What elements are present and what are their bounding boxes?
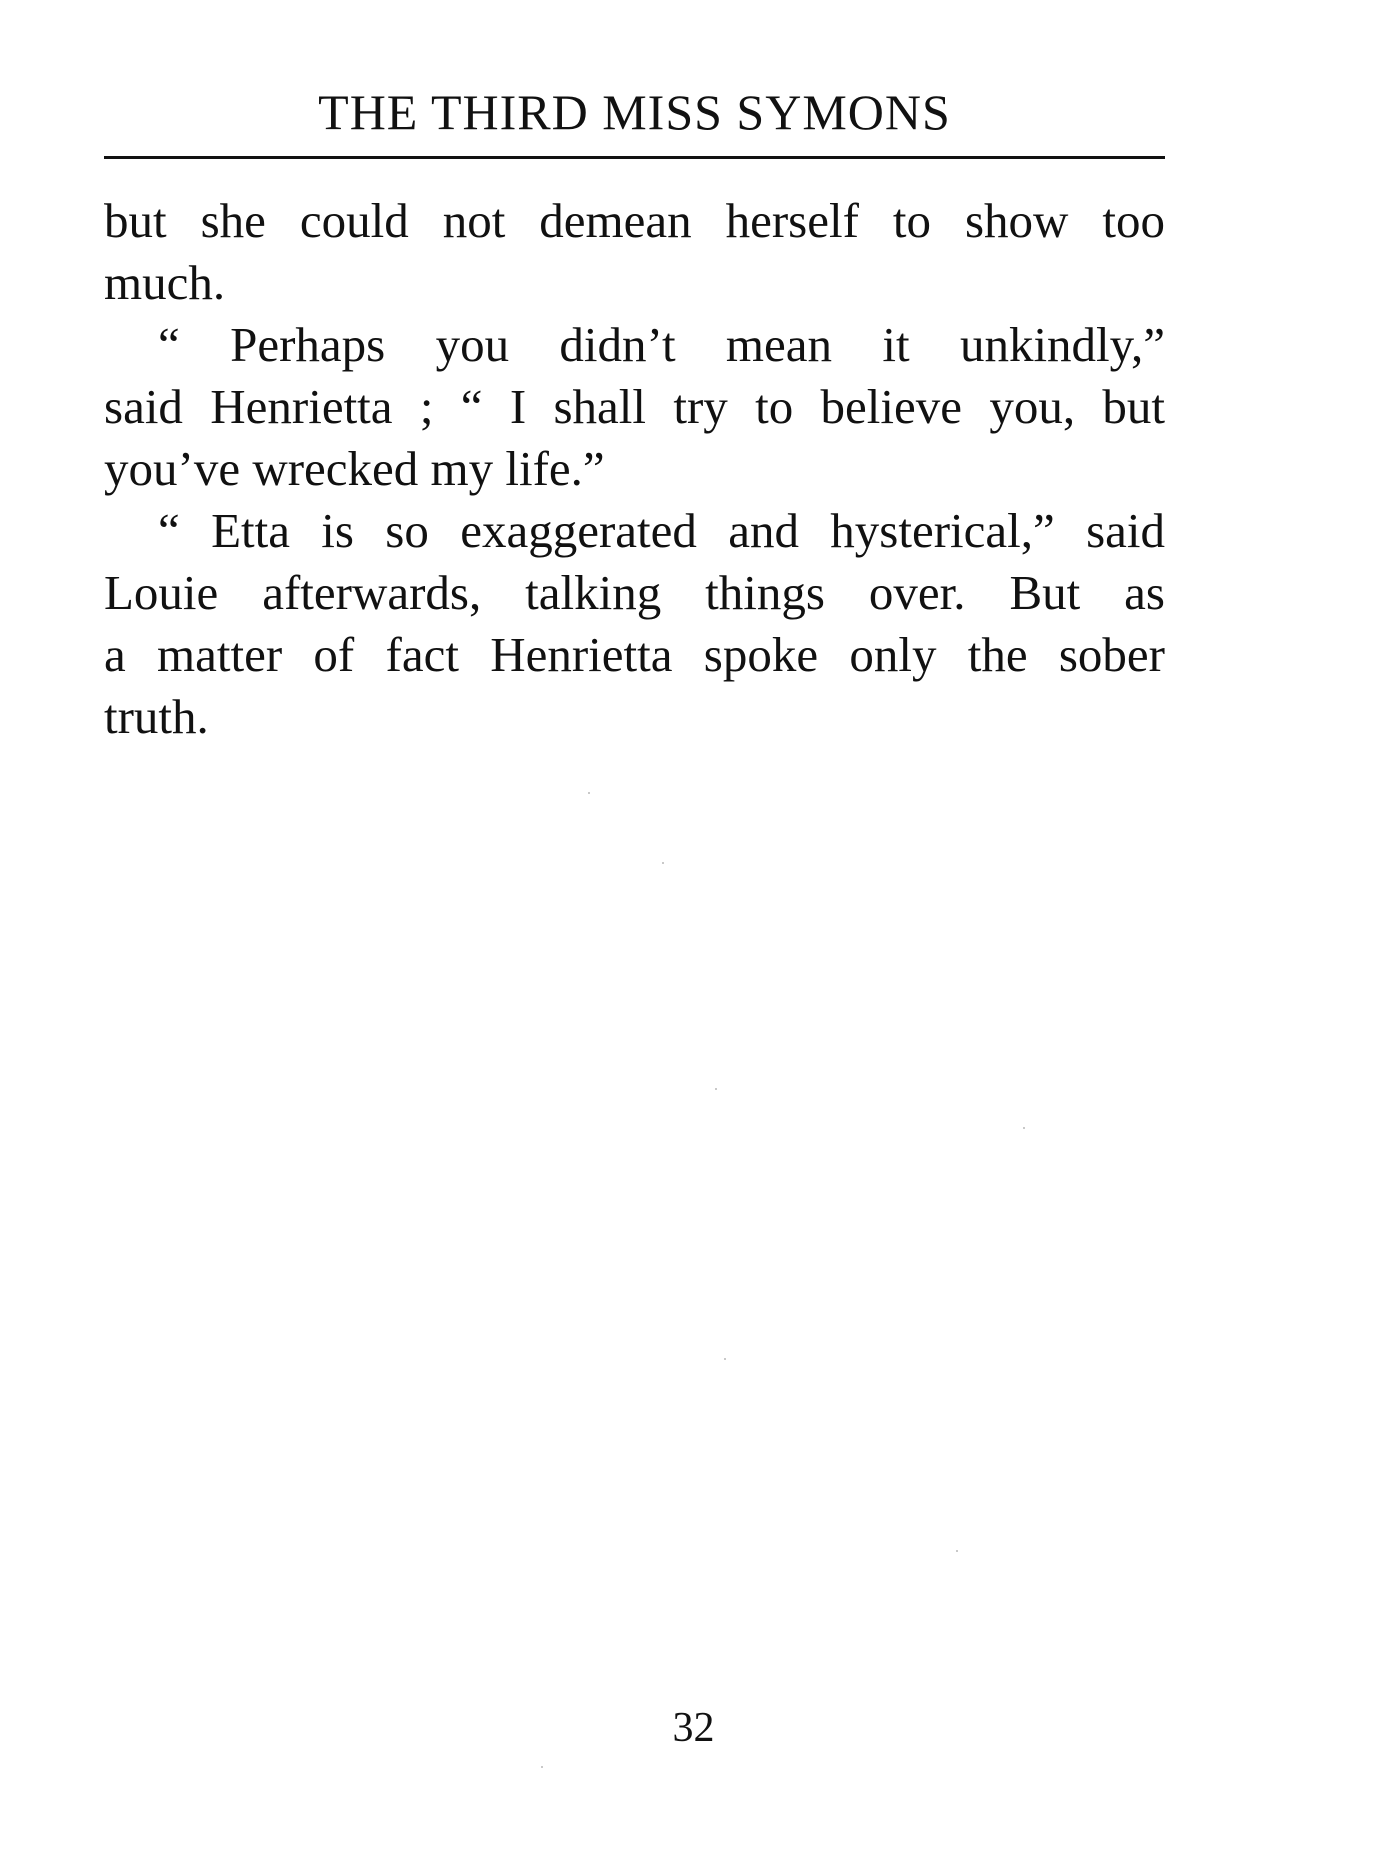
- text-line: Louie afterwards, talking things over. But as: [104, 565, 1165, 620]
- paragraph: [104, 314, 1165, 500]
- text-line: you’ve wrecked my life.”: [104, 441, 605, 496]
- scan-speck: [588, 792, 590, 794]
- text-line: “ Etta is so exaggerated and hysterical,” said: [158, 503, 1165, 558]
- page-number: 32: [672, 1705, 715, 1751]
- text-line: much.: [104, 255, 226, 310]
- text-line: truth.: [104, 689, 209, 744]
- scan-speck: [956, 1550, 958, 1552]
- body-text: [104, 190, 1165, 748]
- scan-speck: [541, 1766, 543, 1768]
- paragraph: [104, 190, 1165, 314]
- scan-speck: [724, 1358, 726, 1360]
- scan-speck: [1023, 1127, 1025, 1129]
- scan-speck: [715, 1088, 717, 1090]
- scan-speck: [662, 862, 664, 864]
- text-line: said Henrietta ; “ I shall try to believe you, but: [104, 379, 1165, 434]
- paragraph: [104, 500, 1165, 748]
- header-rule: [104, 156, 1165, 159]
- text-line: “ Perhaps you didn’t mean it unkindly,”: [158, 317, 1165, 372]
- text-line: but she could not demean herself to show too: [104, 193, 1165, 248]
- running-head: THE THIRD MISS SYMONS: [318, 84, 951, 140]
- text-line: a matter of fact Henrietta spoke only the sober: [104, 627, 1165, 682]
